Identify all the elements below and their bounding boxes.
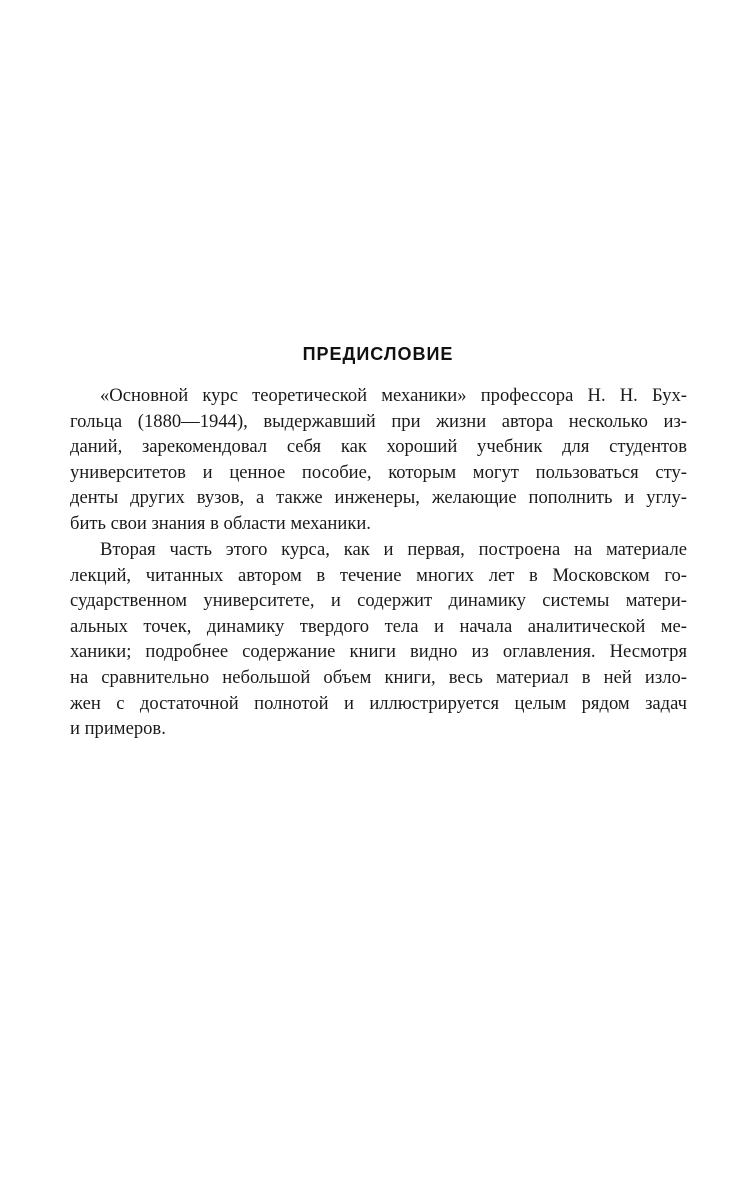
text-line: денты других вузов, а также инженеры, желающие пополнить и углу- <box>70 487 687 509</box>
text-line: «Основной курс теоретической механики» профессора Н. Н. Бух- <box>100 385 687 406</box>
text-line: жен с достаточной полнотой и иллюстрируется целым рядом задач <box>70 692 687 714</box>
text-line: университетов и ценное пособие, которым могут пользоваться сту- <box>70 461 687 483</box>
text-line: на сравнительно небольшой объем книги, весь материал в ней изло- <box>70 666 687 688</box>
text-line: бить свои знания в области механики. <box>70 512 371 534</box>
text-line: Вторая часть этого курса, как и первая, построена на материале <box>100 539 687 560</box>
text-line: альных точек, динамику твердого тела и начала аналитической ме- <box>70 615 687 637</box>
preface-title: ПРЕДИСЛОВИЕ <box>302 344 454 364</box>
text-line: сударственном университете, и содержит динамику системы матери- <box>70 590 687 612</box>
preface-paragraph-2 <box>70 537 687 742</box>
text-line: лекций, читанных автором в течение многих лет в Московском го- <box>70 564 687 586</box>
preface-paragraph-1 <box>70 383 687 537</box>
text-line: ханики; подробнее содержание книги видно из оглавления. Несмотря <box>70 641 687 663</box>
text-line: даний, зарекомендовал себя как хороший учебник для студентов <box>70 436 687 458</box>
text-line: и примеров. <box>70 718 166 740</box>
text-line: гольца (1880—1944), выдержавший при жизни автора несколько из- <box>70 410 687 432</box>
